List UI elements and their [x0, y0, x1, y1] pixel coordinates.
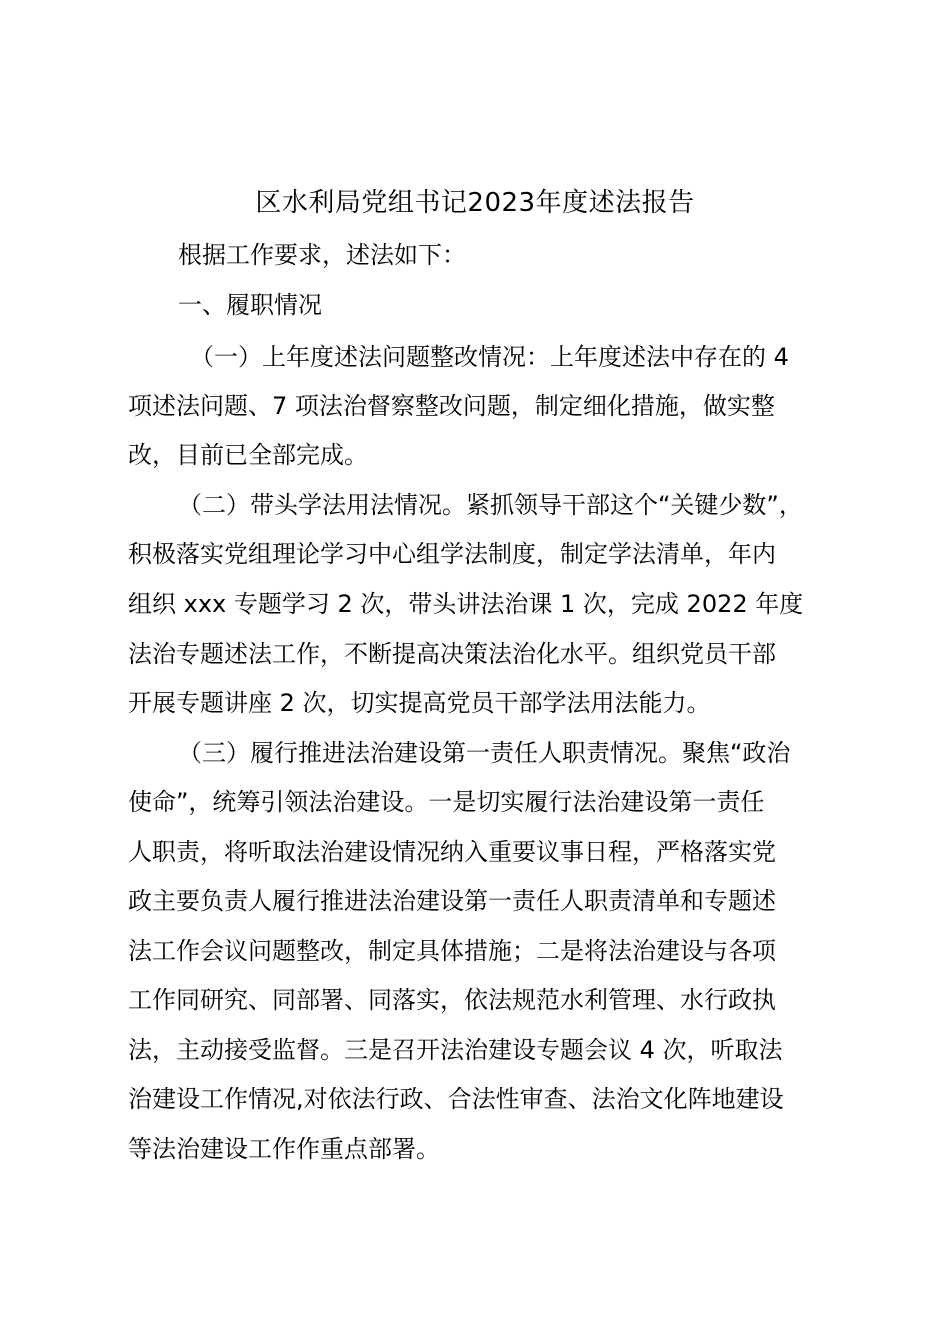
- intro-line: 根据工作要求，述法如下：: [178, 241, 466, 269]
- paragraph-2-line-5: 开展专题讲座 2 次，切实提高党员干部学法用法能力。: [128, 689, 711, 717]
- paragraph-3-line-5: 法工作会议问题整改，制定具体措施；二是将法治建设与各项: [128, 937, 776, 965]
- document-title: 区水利局党组书记2023年度述法报告: [255, 188, 695, 218]
- section-heading: 一、履职情况: [178, 291, 322, 319]
- paragraph-2-line-2: 积极落实党组理论学习中心组学法制度，制定学法清单，年内: [128, 540, 776, 568]
- paragraph-2-line-1: （二）带头学法用法情况。紧抓领导干部这个“关键少数”，: [178, 491, 803, 519]
- paragraph-1-line-1: （一）上年度述法问题整改情况：上年度述法中存在的 4: [190, 343, 789, 371]
- paragraph-1-line-2: 项述法问题、7 项法治督察整改问题，制定细化措施，做实整: [128, 392, 775, 420]
- paragraph-3-line-7: 法，主动接受监督。三是召开法治建设专题会议 4 次，听取法: [128, 1036, 783, 1064]
- paragraph-3-line-3: 人职责，将听取法治建设情况纳入重要议事日程，严格落实党: [128, 838, 776, 866]
- paragraph-1-line-3: 改，目前已全部完成。: [128, 441, 368, 469]
- paragraph-3-line-9: 等法治建设工作作重点部署。: [128, 1135, 440, 1163]
- paragraph-2-line-3: 组织 xxx 专题学习 2 次，带头讲法治课 1 次，完成 2022 年度: [128, 590, 804, 618]
- paragraph-3-line-1: （三）履行推进法治建设第一责任人职责情况。聚焦“政治: [178, 739, 791, 767]
- paragraph-2-line-4: 法治专题述法工作，不断提高决策法治化水平。组织党员干部: [128, 640, 776, 668]
- paragraph-3-line-6: 工作同研究、同部署、同落实，依法规范水利管理、水行政执: [128, 986, 776, 1014]
- paragraph-3-line-4: 政主要负责人履行推进法治建设第一责任人职责清单和专题述: [128, 887, 776, 915]
- paragraph-3-line-8: 治建设工作情况,对依法行政、合法性审查、法治文化阵地建设: [128, 1085, 784, 1113]
- paragraph-3-line-2: 使命”，统筹引领法治建设。一是切实履行法治建设第一责任: [128, 788, 765, 816]
